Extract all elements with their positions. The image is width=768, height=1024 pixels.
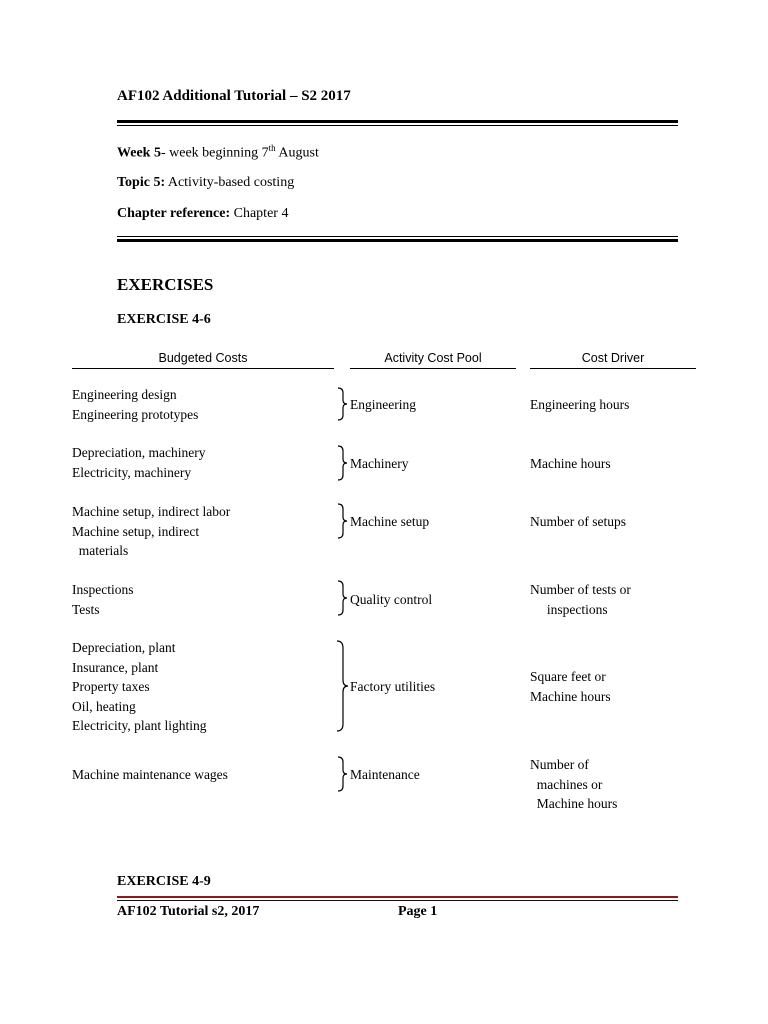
driver-line: Number of setups xyxy=(530,514,626,529)
driver-line: Engineering hours xyxy=(530,397,630,412)
footer-rule-dark xyxy=(117,900,678,901)
header-rule-top-thin xyxy=(117,125,678,126)
brace-machinery xyxy=(337,445,349,481)
cost-item: Depreciation, machinery xyxy=(72,445,206,460)
cost-item: Electricity, machinery xyxy=(72,464,192,480)
topic-line xyxy=(117,175,294,191)
footer-rule-red xyxy=(117,896,678,898)
pool-engineering: Engineering xyxy=(350,397,416,412)
cost-item: Machine maintenance wages xyxy=(72,767,228,782)
cost-item: Insurance, plant xyxy=(72,659,159,675)
cost-item: Oil, heating xyxy=(72,698,136,714)
header-rule-bottom-thick xyxy=(117,239,678,242)
week-month: August xyxy=(275,145,319,161)
cost-item: Inspections xyxy=(72,582,134,597)
footer-page-number: Page 1 xyxy=(398,904,438,919)
column-header-budgeted-costs: Budgeted Costs xyxy=(158,351,248,365)
driver-quality-control xyxy=(530,580,631,619)
brace-quality-control xyxy=(337,580,349,616)
week-text: - week beginning 7 xyxy=(160,145,269,161)
driver-line: Number of xyxy=(530,757,589,772)
driver-engineering xyxy=(530,395,629,415)
driver-line: Machine hours xyxy=(530,796,618,811)
pool-factory-utilities: Factory utilities xyxy=(350,679,436,694)
row-machine-setup-costs xyxy=(72,502,230,561)
brace-engineering xyxy=(337,387,349,421)
exercise-4-9-heading: EXERCISE 4-9 xyxy=(117,874,211,889)
driver-machinery xyxy=(530,454,611,474)
column-underline-cost-driver xyxy=(530,368,696,369)
row-quality-control-costs xyxy=(72,580,134,619)
cost-item: Machine setup, indirect xyxy=(72,523,200,539)
pool-machine-setup: Machine setup xyxy=(350,514,430,529)
cost-item: Engineering design xyxy=(72,387,177,402)
driver-line: machines or xyxy=(530,776,603,792)
driver-machine-setup xyxy=(530,512,626,532)
section-title: EXERCISES xyxy=(117,275,214,294)
exercise-4-6-heading: EXERCISE 4-6 xyxy=(117,312,211,327)
cost-item: Tests xyxy=(72,601,100,617)
brace-machine-setup xyxy=(337,503,349,539)
driver-line: Square feet or xyxy=(530,669,606,684)
cost-item: materials xyxy=(72,543,129,558)
cost-item: Engineering prototypes xyxy=(72,406,199,422)
driver-line: Machine hours xyxy=(530,688,611,704)
column-underline-activity-cost-pool xyxy=(350,368,516,369)
header-rule-top-thick xyxy=(117,120,678,123)
chapter-line xyxy=(117,206,288,222)
driver-line: inspections xyxy=(530,601,608,617)
document-title: AF102 Additional Tutorial – S2 2017 xyxy=(117,88,351,104)
cost-item: Property taxes xyxy=(72,679,150,694)
pool-maintenance: Maintenance xyxy=(350,767,420,782)
column-header-activity-cost-pool: Activity Cost Pool xyxy=(384,351,482,365)
row-maintenance-costs xyxy=(72,765,228,785)
week-superscript: th xyxy=(268,143,276,153)
row-factory-utilities-costs xyxy=(72,638,206,736)
week-line xyxy=(117,143,319,162)
row-engineering-costs xyxy=(72,385,198,424)
chapter-label: Chapter reference: xyxy=(117,206,231,221)
topic-text: Activity-based costing xyxy=(165,175,295,190)
column-header-cost-driver: Cost Driver xyxy=(581,351,645,365)
driver-line: Machine hours xyxy=(530,456,611,471)
week-label: Week 5 xyxy=(117,145,161,161)
driver-factory-utilities xyxy=(530,667,611,706)
pool-machinery: Machinery xyxy=(350,456,409,471)
brace-factory-utilities xyxy=(336,640,350,732)
chapter-text: Chapter 4 xyxy=(230,206,289,221)
cost-item: Machine setup, indirect labor xyxy=(72,504,231,519)
header-rule-bottom-thin xyxy=(117,236,678,237)
driver-maintenance xyxy=(530,755,617,814)
brace-maintenance xyxy=(337,756,349,792)
cost-item: Depreciation, plant xyxy=(72,640,176,655)
pool-quality-control: Quality control xyxy=(350,592,433,607)
topic-label: Topic 5: xyxy=(117,175,166,190)
column-underline-budgeted-costs xyxy=(72,368,334,369)
footer-course: AF102 Tutorial s2, 2017 xyxy=(117,904,260,919)
cost-item: Electricity, plant lighting xyxy=(72,718,207,733)
driver-line: Number of tests or xyxy=(530,582,631,597)
row-machinery-costs xyxy=(72,443,205,482)
